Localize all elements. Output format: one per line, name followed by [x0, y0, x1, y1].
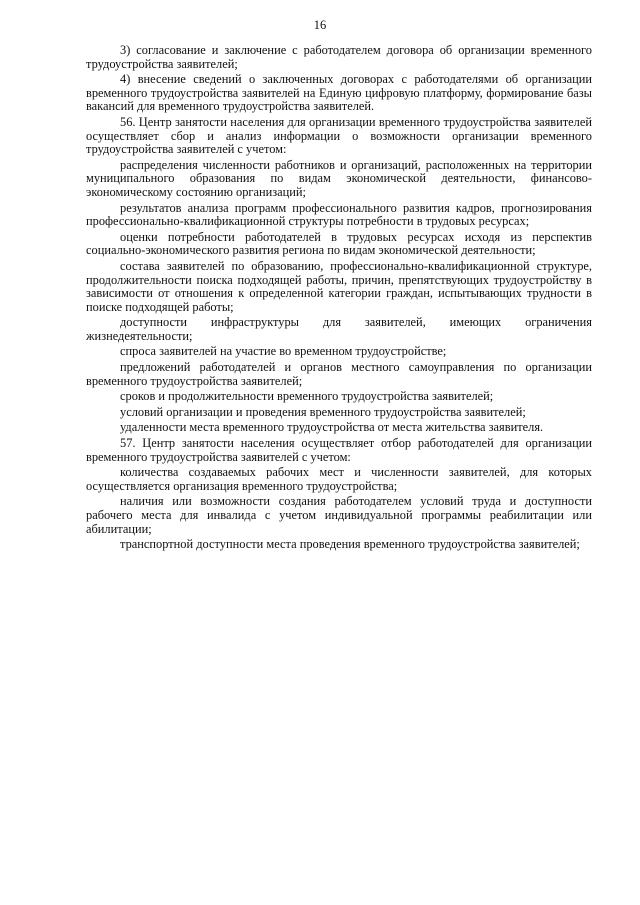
list-item: распределения численности работников и организаций, расположенных на территории муниципального образования по видам экономической деятельности, финансово-экономическому состоянию организаций; — [86, 157, 592, 199]
paragraph-item-3: 3) согласование и заключение с работодателем договора об организации временного трудоустройства заявителей; — [86, 43, 592, 71]
list-item: доступности инфраструктуры для заявителей, имеющих ограничения жизнедеятельности; — [86, 315, 592, 343]
page-number: 16 — [313, 18, 327, 32]
list-item: удаленности места временного трудоустройства от места жительства заявителя. — [120, 420, 544, 435]
list-item: наличия или возможности создания работодателем условий труда и доступности рабочего места для инвалида с учетом индивидуальной программы реабилитации или абилитации; — [86, 494, 592, 536]
list-item: транспортной доступности места проведения временного трудоустройства заявителей; — [120, 537, 580, 552]
list-item: оценки потребности работодателей в трудовых ресурсах исходя из перспектив социально-экономического развития региона по видам экономической деятельности; — [86, 229, 592, 258]
list-item: условий организации и проведения временного трудоустройства заявителей; — [120, 404, 526, 419]
list-item: состава заявителей по образованию, профессионально-квалификационной структуре, продолжительности поиска подходящей работы, причин, препятствующих трудоустройству в зависимости от отношения к определенной категории граждан, испытывающих трудности в поиске подходящей работы; — [86, 258, 592, 314]
list-item: предложений работодателей и органов местного самоуправления по организации временного трудоустройства заявителей; — [86, 360, 592, 388]
list-item: спроса заявителей на участие во временном трудоустройстве; — [120, 344, 447, 359]
paragraph-item-4: 4) внесение сведений о заключенных договорах с работодателями об организации временного трудоустройства заявителей на Единую цифровую платформу, формирование базы вакансий для временного трудоустройства заявителей. — [86, 72, 592, 114]
list-item: сроков и продолжительности временного трудоустройства заявителей; — [120, 389, 494, 404]
paragraph-56: 56. Центр занятости населения для организации временного трудоустройства заявителей осуществляет сбор и анализ информации о возможности организации временного трудоустройства заявителей с учетом: — [86, 114, 592, 157]
list-item: количества создаваемых рабочих мест и численности заявителей, для которых осуществляется организация временного трудоустройства; — [86, 465, 592, 493]
list-item: результатов анализа программ профессионального развития кадров, прогнозирования профессионально-квалификационной структуры потребности в трудовых ресурсах; — [86, 200, 592, 229]
paragraph-57: 57. Центр занятости населения осуществляет отбор работодателей для организации временного трудоустройства заявителей с учетом: — [86, 436, 592, 464]
document-body — [86, 44, 592, 554]
